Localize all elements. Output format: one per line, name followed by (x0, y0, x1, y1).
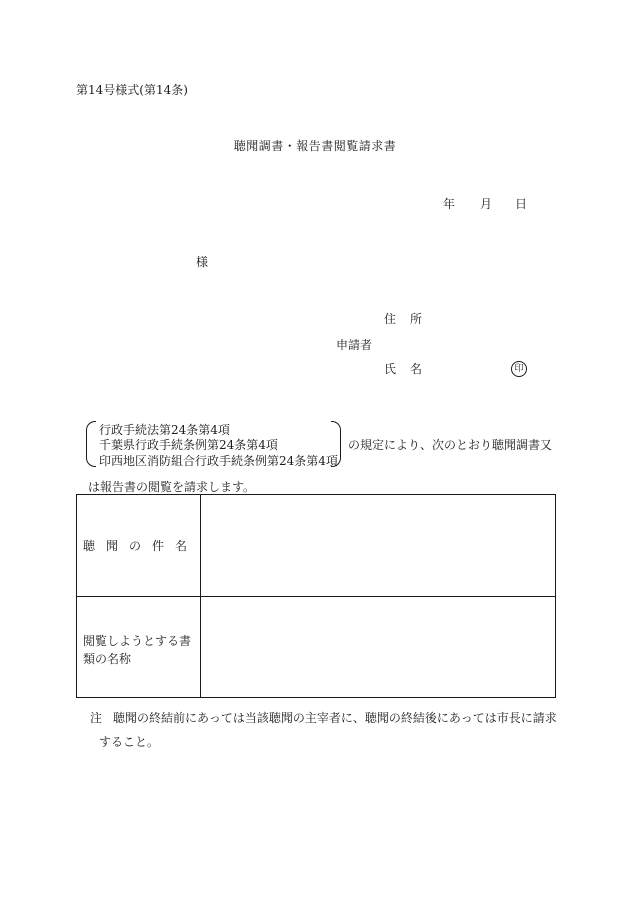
document-name-label: 閲覧しようとする書類の名称 (83, 634, 192, 666)
hearing-subject-label: 聴聞の件名 (83, 539, 199, 553)
document-title: 聴聞調書・報告書閲覧請求書 (233, 139, 397, 153)
request-table (76, 494, 556, 698)
request-text-line2: は報告書の閲覧を請求します。 (88, 480, 256, 494)
applicant-address-label: 住 所 (384, 312, 424, 326)
date-year-label: 年 (443, 197, 456, 211)
statute-bracket-left (86, 421, 96, 467)
applicant-label: 申請者 (336, 338, 373, 352)
note-text-line1: 聴聞の終結前にあっては当該聴聞の主宰者に、聴聞の終結後にあっては市長に請求 (113, 711, 557, 725)
request-text-line1: の規定により、次のとおり聴聞調書又 (348, 438, 553, 452)
date-month-label: 月 (480, 197, 493, 211)
date-day-label: 日 (515, 197, 528, 211)
statute-item: 行政手続法第24条第4項 (99, 423, 230, 437)
note-mark: 注 (90, 711, 103, 725)
seal-mark: 印 (511, 361, 527, 377)
note-text-line2: すること。 (99, 735, 160, 749)
table-row-divider (77, 596, 555, 597)
applicant-name-label: 氏 名 (384, 362, 424, 376)
form-number: 第14号様式(第14条) (76, 83, 188, 97)
statute-item: 印西地区消防組合行政手続条例第24条第4項 (99, 454, 338, 468)
addressee-honorific: 様 (196, 255, 209, 269)
statute-item: 千葉県行政手続条例第24条第4項 (99, 438, 278, 452)
